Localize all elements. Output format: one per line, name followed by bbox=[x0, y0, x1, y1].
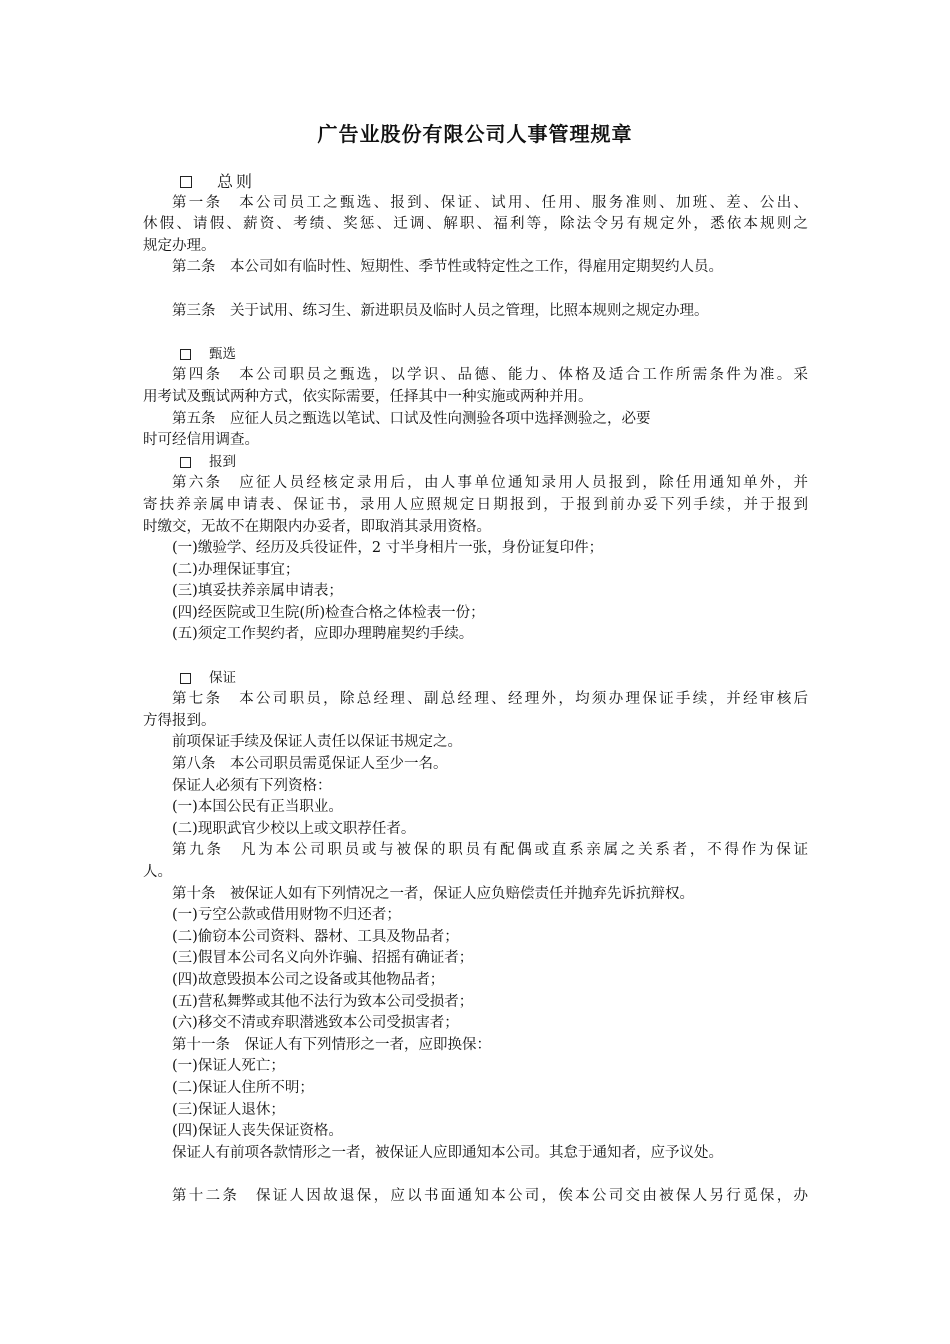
article-10-item-5: (五)营私舞弊或其他不法行为致本公司受损者； bbox=[172, 993, 474, 1010]
article-10-item-1: (一)亏空公款或借用财物不归还者； bbox=[172, 907, 401, 924]
article-11-item-3: (三)保证人退休； bbox=[172, 1101, 285, 1118]
article-10-item-6: (六)移交不清或弃职潜逃致本公司受损害者； bbox=[172, 1015, 459, 1032]
article-6-line-2: 寄扶养亲属申请表、保证书，录用人应照规定日期报到，于报到前办妥下列手续，并于报到 bbox=[143, 496, 808, 513]
article-8-item-1: (一)本国公民有正当职业。 bbox=[172, 799, 343, 816]
article-9-line-2: 人。 bbox=[143, 864, 172, 880]
article-11-item-4: (四)保证人丧失保证资格。 bbox=[172, 1123, 343, 1140]
article-10-item-4: (四)故意毁损本公司之设备或其他物品者； bbox=[172, 971, 445, 988]
page-title: 广告业股份有限公司人事管理规章 bbox=[317, 122, 633, 146]
section-heading-general bbox=[143, 171, 808, 193]
article-8: 第八条 本公司职员需觅保证人至少一名。 bbox=[172, 756, 448, 773]
article-1-line-3: 规定办理。 bbox=[143, 237, 216, 254]
article-7-line-2: 方得报到。 bbox=[143, 712, 216, 729]
checkbox-icon bbox=[180, 673, 191, 684]
article-11-item-2: (二)保证人住所不明； bbox=[172, 1079, 314, 1096]
article-11-item-1: (一)保证人死亡； bbox=[172, 1058, 285, 1075]
section-title: 报到 bbox=[209, 453, 236, 470]
article-6-item-1: (一)缴验学、经历及兵役证件，2 寸半身相片一张，身份证复印件； bbox=[172, 540, 604, 557]
section-title: 保证 bbox=[209, 669, 236, 686]
checkbox-icon bbox=[180, 457, 191, 468]
article-10: 第十条 被保证人如有下列情况之一者，保证人应负赔偿责任并抛弃先诉抗辩权。 bbox=[172, 885, 694, 902]
article-10-item-2: (二)偷窃本公司资料、器材、工具及物品者； bbox=[172, 928, 459, 945]
article-7-line-1: 第七条 本公司职员，除总经理、副总经理、经理外，均须办理保证手续，并经审核后 bbox=[172, 691, 808, 708]
section-heading-guarantee bbox=[143, 668, 808, 690]
article-6-item-4: (四)经医院或卫生院(所)检查合格之体检表一份； bbox=[172, 604, 485, 621]
article-11-note: 保证人有前项各款情形之一者，被保证人应即通知本公司。其怠于通知者，应予议处。 bbox=[172, 1144, 723, 1161]
article-6-item-3: (三)填妥扶养亲属申请表； bbox=[172, 583, 343, 600]
document-body bbox=[143, 171, 808, 1208]
article-4-line-1: 第四条 本公司职员之甄选，以学识、品德、能力、体格及适合工作所需条件为准。采 bbox=[172, 367, 808, 384]
checkbox-icon bbox=[180, 176, 192, 188]
section-heading-report bbox=[143, 452, 808, 474]
section-title: 总则 bbox=[217, 172, 256, 191]
article-9-line-1: 第九条 凡为本公司职员或与被保的职员有配偶或直系亲属之关系者，不得作为保证 bbox=[172, 842, 808, 859]
article-2: 第二条 本公司如有临时性、短期性、季节性或特定性之工作，得雇用定期契约人员。 bbox=[172, 259, 723, 276]
article-12-line-1: 第十二条 保证人因故退保，应以书面通知本公司，俟本公司交由被保人另行觅保，办 bbox=[172, 1187, 808, 1204]
article-4-line-2: 用考试及甄试两种方式，依实际需要，任择其中一种实施或两种并用。 bbox=[143, 388, 593, 405]
article-3: 第三条 关于试用、练习生、新进职员及临时人员之管理，比照本规则之规定办理。 bbox=[172, 302, 709, 319]
article-5-line-2: 时可经信用调查。 bbox=[143, 432, 259, 449]
article-6-line-1: 第六条 应征人员经核定录用后，由人事单位通知录用人员报到，除任用通知单外，并 bbox=[172, 475, 808, 492]
article-1-line-1: 第一条 本公司员工之甄选、报到、保证、试用、任用、服务准则、加班、差、公出、 bbox=[172, 194, 808, 211]
article-8-item-2: (二)现职武官少校以上或文职荐任者。 bbox=[172, 820, 416, 837]
article-6-item-5: (五)须定工作契约者，应即办理聘雇契约手续。 bbox=[172, 626, 474, 643]
checkbox-icon bbox=[180, 349, 191, 360]
article-8-note: 保证人必须有下列资格： bbox=[172, 777, 332, 794]
section-title: 甄选 bbox=[209, 345, 236, 362]
section-heading-selection bbox=[143, 344, 808, 366]
article-1-line-2: 休假、请假、薪资、考绩、奖惩、迁调、解职、福利等，除法令另有规定外，悉依本规则之 bbox=[143, 216, 808, 233]
article-7-note: 前项保证手续及保证人责任以保证书规定之。 bbox=[172, 734, 462, 751]
article-6-item-2: (二)办理保证事宜； bbox=[172, 561, 300, 578]
article-5-line-1: 第五条 应征人员之甄选以笔试、口试及性向测验各项中选择测验之，必要 bbox=[172, 410, 651, 427]
article-11: 第十一条 保证人有下列情形之一者，应即换保： bbox=[172, 1036, 491, 1053]
article-10-item-3: (三)假冒本公司名义向外诈骗、招摇有确证者； bbox=[172, 950, 474, 967]
article-6-line-3: 时缴交，无故不在期限内办妥者，即取消其录用资格。 bbox=[143, 518, 491, 535]
